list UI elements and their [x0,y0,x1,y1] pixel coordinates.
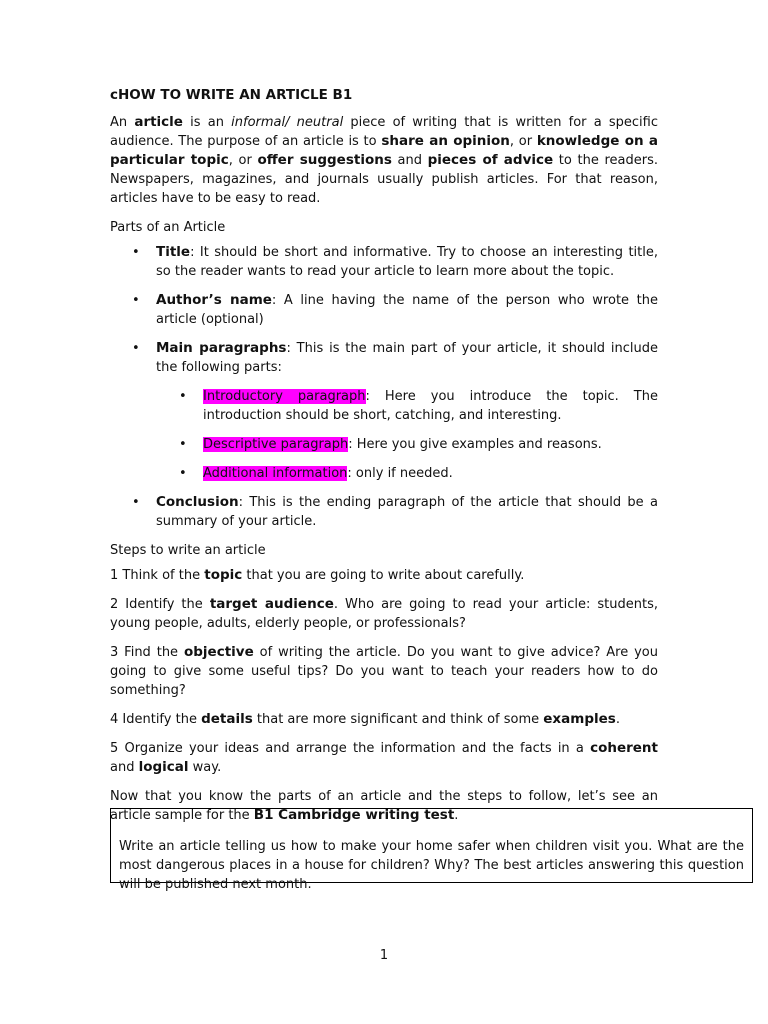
list-item-main [110,339,658,483]
step-bold: target audience [209,596,334,612]
intro-text: , or [228,153,258,168]
step-text: . Who are going to read your article: students, young people, adults, elderly people, or professionals? [110,597,659,631]
list-item-title [110,243,658,281]
intro-bold-suggestions: offer suggestions [257,152,392,168]
closing-text: Now that you know the parts of an article and the steps to follow, let’s see an article sample for the [110,789,658,823]
highlighted-label: Introductory paragraph [203,389,366,404]
step-text: . [615,712,620,727]
step-text: 3 Find the [110,645,184,660]
closing-bold: B1 Cambridge writing test [253,807,455,823]
part-label: Author’s name [156,292,272,308]
closing-text: . [454,808,459,823]
intro-bold-article: article [134,114,183,130]
task-text: Write an article telling us how to make your home safer when children visit you. What are the most dangerous places in a house for children? Why? The best articles answering this question will be published next month. [119,839,744,892]
step-bold: details [201,711,253,727]
parts-list [110,243,658,531]
main-parts-sublist [156,387,658,483]
intro-text: piece of writing that is written for a specific audience. The purpose of an article is to [110,115,658,149]
task-box [110,808,753,892]
step-2 [110,595,658,633]
sub-item-additional [156,464,658,483]
step-text: that are more significant and think of some [252,712,544,727]
highlighted-label: Descriptive paragraph [203,437,349,452]
part-text: : It should be short and informative. Try to choose an interesting title, so the reader wants to read your article to learn more about the topic. [156,245,658,279]
step-4 [110,710,658,729]
intro-text: , or [509,134,537,149]
sub-text: : Here you give examples and reasons. [348,437,602,452]
sub-text: : only if needed. [347,466,453,481]
sub-item-introductory [156,387,658,425]
page-number: 1 [379,948,389,963]
list-item-author [110,291,658,329]
intro-bold-knowledge: knowledge on a particular topic [110,133,658,168]
highlighted-label: Additional information [203,466,348,481]
sub-text: : Here you introduce the topic. The introduction should be short, catching, and interesting. [203,389,658,423]
intro-bold-advice: pieces of advice [427,152,554,168]
part-text: : A line having the name of the person who wrote the article (optional) [156,293,658,327]
sub-item-descriptive [156,435,658,454]
intro-paragraph [110,113,658,208]
intro-text: An [110,115,135,130]
part-label: Title [156,244,191,260]
step-text: way. [188,760,222,775]
step-text: 4 Identify the [110,712,202,727]
step-text: and [110,760,139,775]
intro-italic: informal/ neutral [231,115,344,130]
intro-text: and [391,153,428,168]
step-text: 5 Organize your ideas and arrange the information and the facts in a [110,741,591,756]
step-bold: examples [543,711,616,727]
step-text: 1 Think of the [110,568,205,583]
steps-heading: Steps to write an article [110,543,266,558]
step-5 [110,739,658,777]
intro-text: to the readers. Newspapers, magazines, and journals usually publish articles. For that reason, articles have to be easy to read. [110,153,658,206]
step-3 [110,643,658,700]
intro-text: is an [182,115,232,130]
part-text: : This is the main part of your article, it should include the following parts: [156,341,658,375]
parts-heading: Parts of an Article [110,220,226,235]
step-bold: topic [204,567,243,583]
step-bold: objective [183,644,254,660]
step-1 [110,566,658,585]
part-text: : This is the ending paragraph of the article that should be a summary of your article. [156,495,658,529]
part-label: Conclusion [156,494,239,510]
document-body [110,86,658,835]
step-text: of writing the article. Do you want to give advice? Are you going to give some useful tips? Do you want to teach your readers how to do something? [110,645,658,698]
step-text: that you are going to write about carefully. [242,568,525,583]
step-bold: logical [138,759,189,775]
part-label: Main paragraphs [156,340,287,356]
intro-bold-opinion: share an opinion [381,133,510,149]
step-text: 2 Identify the [110,597,210,612]
list-item-conclusion [110,493,658,531]
document-title: cHOW TO WRITE AN ARTICLE B1 [110,87,353,103]
step-bold: coherent [590,740,658,756]
